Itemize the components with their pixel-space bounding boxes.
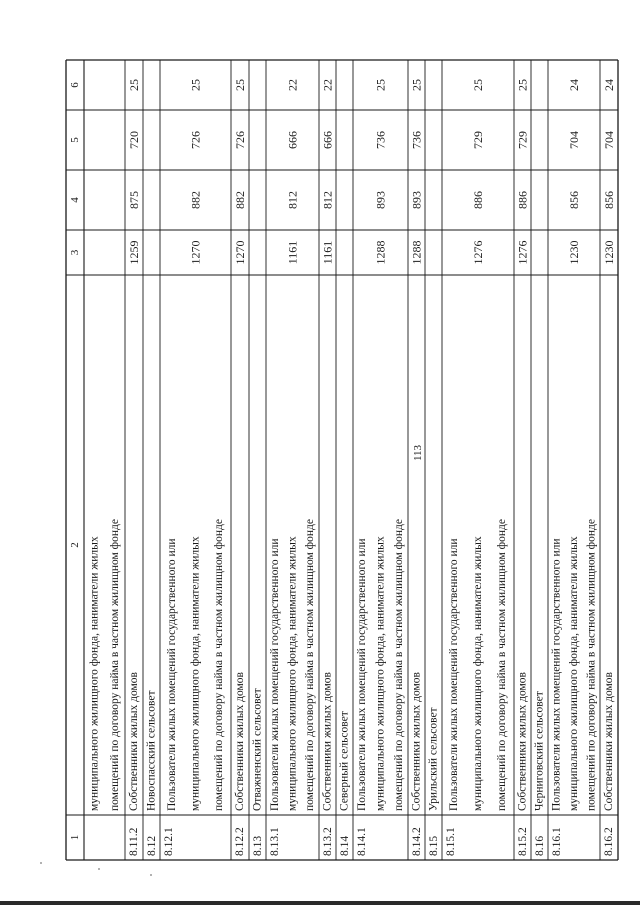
row-value: 1259 [127,240,141,265]
row-name-line: помещений по договору найма в частном жилищном фонде [496,519,508,811]
row-value: 24 [567,79,581,91]
row-code: 8.16.1 [551,827,563,856]
row-code: 8.15.1 [445,827,457,856]
row-value: 22 [320,79,335,91]
row-value: 666 [285,131,300,149]
row-code: 8.15.2 [517,827,529,856]
row-code: 8.15 [428,835,440,856]
row-value: 25 [471,79,485,91]
row-name-line: Северный сельсовет [338,711,351,811]
row-name-line: муниципального жилищного фонда, наниматели жилых [189,536,202,811]
row-name-line: муниципального жилищного фонда, наниматели жилых [374,536,387,811]
row-name-line: Новоспасский сельсовет [145,690,158,811]
row-name-line: помещений по договору найма в частном жилищном фонде [585,519,598,811]
row-name-line: помещений по договору найма в частном жилищном фонде [213,519,226,811]
row-value: 22 [285,79,300,91]
row-code: 8.12.2 [234,827,246,856]
row-name-line: помещений по договору найма в частном жилищном фонде [108,519,121,811]
row-value: 1161 [285,240,300,265]
row-code: 8.14 [339,835,351,856]
row-value: 856 [567,191,581,209]
row-value: 736 [409,131,424,149]
row-value: 1230 [567,240,581,265]
row-name-line: Пользователи жилых помещений государственного или [268,538,281,811]
column-header: 4 [69,197,81,203]
row-name-line: муниципального жилищного фонда, наниматели жилых [88,536,101,811]
row-value: 25 [188,79,203,91]
row-value: 882 [233,191,247,209]
scan-speck [150,874,152,876]
row-value: 893 [373,191,388,209]
row-value: 729 [515,131,530,149]
row-value: 886 [515,191,530,209]
column-header: 1 [69,834,81,841]
row-name-line: муниципального жилищного фонда, наниматели жилых [568,536,580,811]
row-value: 736 [373,131,388,149]
row-name-line: Пользователи жилых помещений государственного или [356,538,369,811]
row-name-line: Собственники жилых домов [603,672,615,811]
row-name-line: Урильский сельсовет [427,707,440,811]
row-value: 25 [127,79,141,91]
scan-speck [98,868,100,870]
row-name-line: Пользователи жилых помещений государственного или [448,538,460,811]
row-value: 720 [127,131,141,149]
row-code: 8.13.1 [269,827,281,856]
row-value: 1161 [320,240,335,265]
row-value: 704 [602,131,616,149]
row-value: 1276 [471,240,485,265]
page-number: 113 [412,444,424,462]
row-value: 1270 [188,240,203,265]
row-value: 812 [285,191,300,209]
row-name-line: Отважненский сельсовет [251,688,264,811]
row-value: 25 [409,79,424,91]
row-value: 1276 [515,240,530,265]
column-header: 5 [69,137,81,143]
row-value: 1288 [373,240,388,265]
row-code: 8.13 [252,835,264,856]
scan-speck [40,862,42,864]
row-value: 1270 [233,240,247,265]
row-name-line: Собственники жилых домов [234,672,246,811]
row-value: 24 [602,79,616,91]
row-name-line: Черниговский сельсовет [533,691,546,811]
row-name-line: Собственники жилых домов [516,672,529,811]
row-value: 856 [602,191,616,209]
row-value: 25 [233,79,247,91]
column-header: 3 [69,249,81,256]
row-value: 726 [233,131,247,149]
row-code: 8.16 [534,835,546,856]
row-value: 875 [127,191,141,209]
row-code: 8.16.2 [603,827,615,856]
row-name-line: Собственники жилых домов [410,672,423,811]
row-code: 8.14.1 [356,827,368,856]
row-name-line: помещений по договору найма в частном жилищном фонде [392,519,405,811]
scan-edge [0,901,640,905]
row-value: 704 [567,131,581,149]
row-name-line: Собственники жилых домов [321,672,334,811]
row-value: 886 [471,191,485,209]
row-value: 25 [515,79,530,91]
row-value: 666 [320,131,335,149]
row-name-line: Пользователи жилых помещений государственного или [165,538,178,811]
row-name-line: Пользователи жилых помещений государственного или [550,538,563,811]
row-value: 893 [409,191,424,209]
row-name-line: муниципального жилищного фонда, наниматели жилых [472,536,484,811]
column-header: 6 [69,82,81,88]
row-name-line: Собственники жилых домов [128,672,140,811]
row-value: 882 [188,191,203,209]
row-value: 25 [373,79,388,91]
row-value: 1288 [409,240,424,265]
row-code: 8.11.2 [128,827,140,856]
row-value: 726 [188,131,203,149]
row-code: 8.13.2 [322,827,334,856]
row-name-line: помещений по договору найма в частном жилищном фонде [304,519,317,811]
column-header: 2 [69,542,81,548]
row-code: 8.12 [146,835,158,856]
row-value: 1230 [602,240,616,265]
row-code: 8.14.2 [411,827,423,856]
row-value: 812 [320,191,335,209]
row-name-line: муниципального жилищного фонда, наниматели жилых [286,536,299,811]
row-code: 8.12.1 [163,827,175,856]
row-value: 729 [471,131,485,149]
